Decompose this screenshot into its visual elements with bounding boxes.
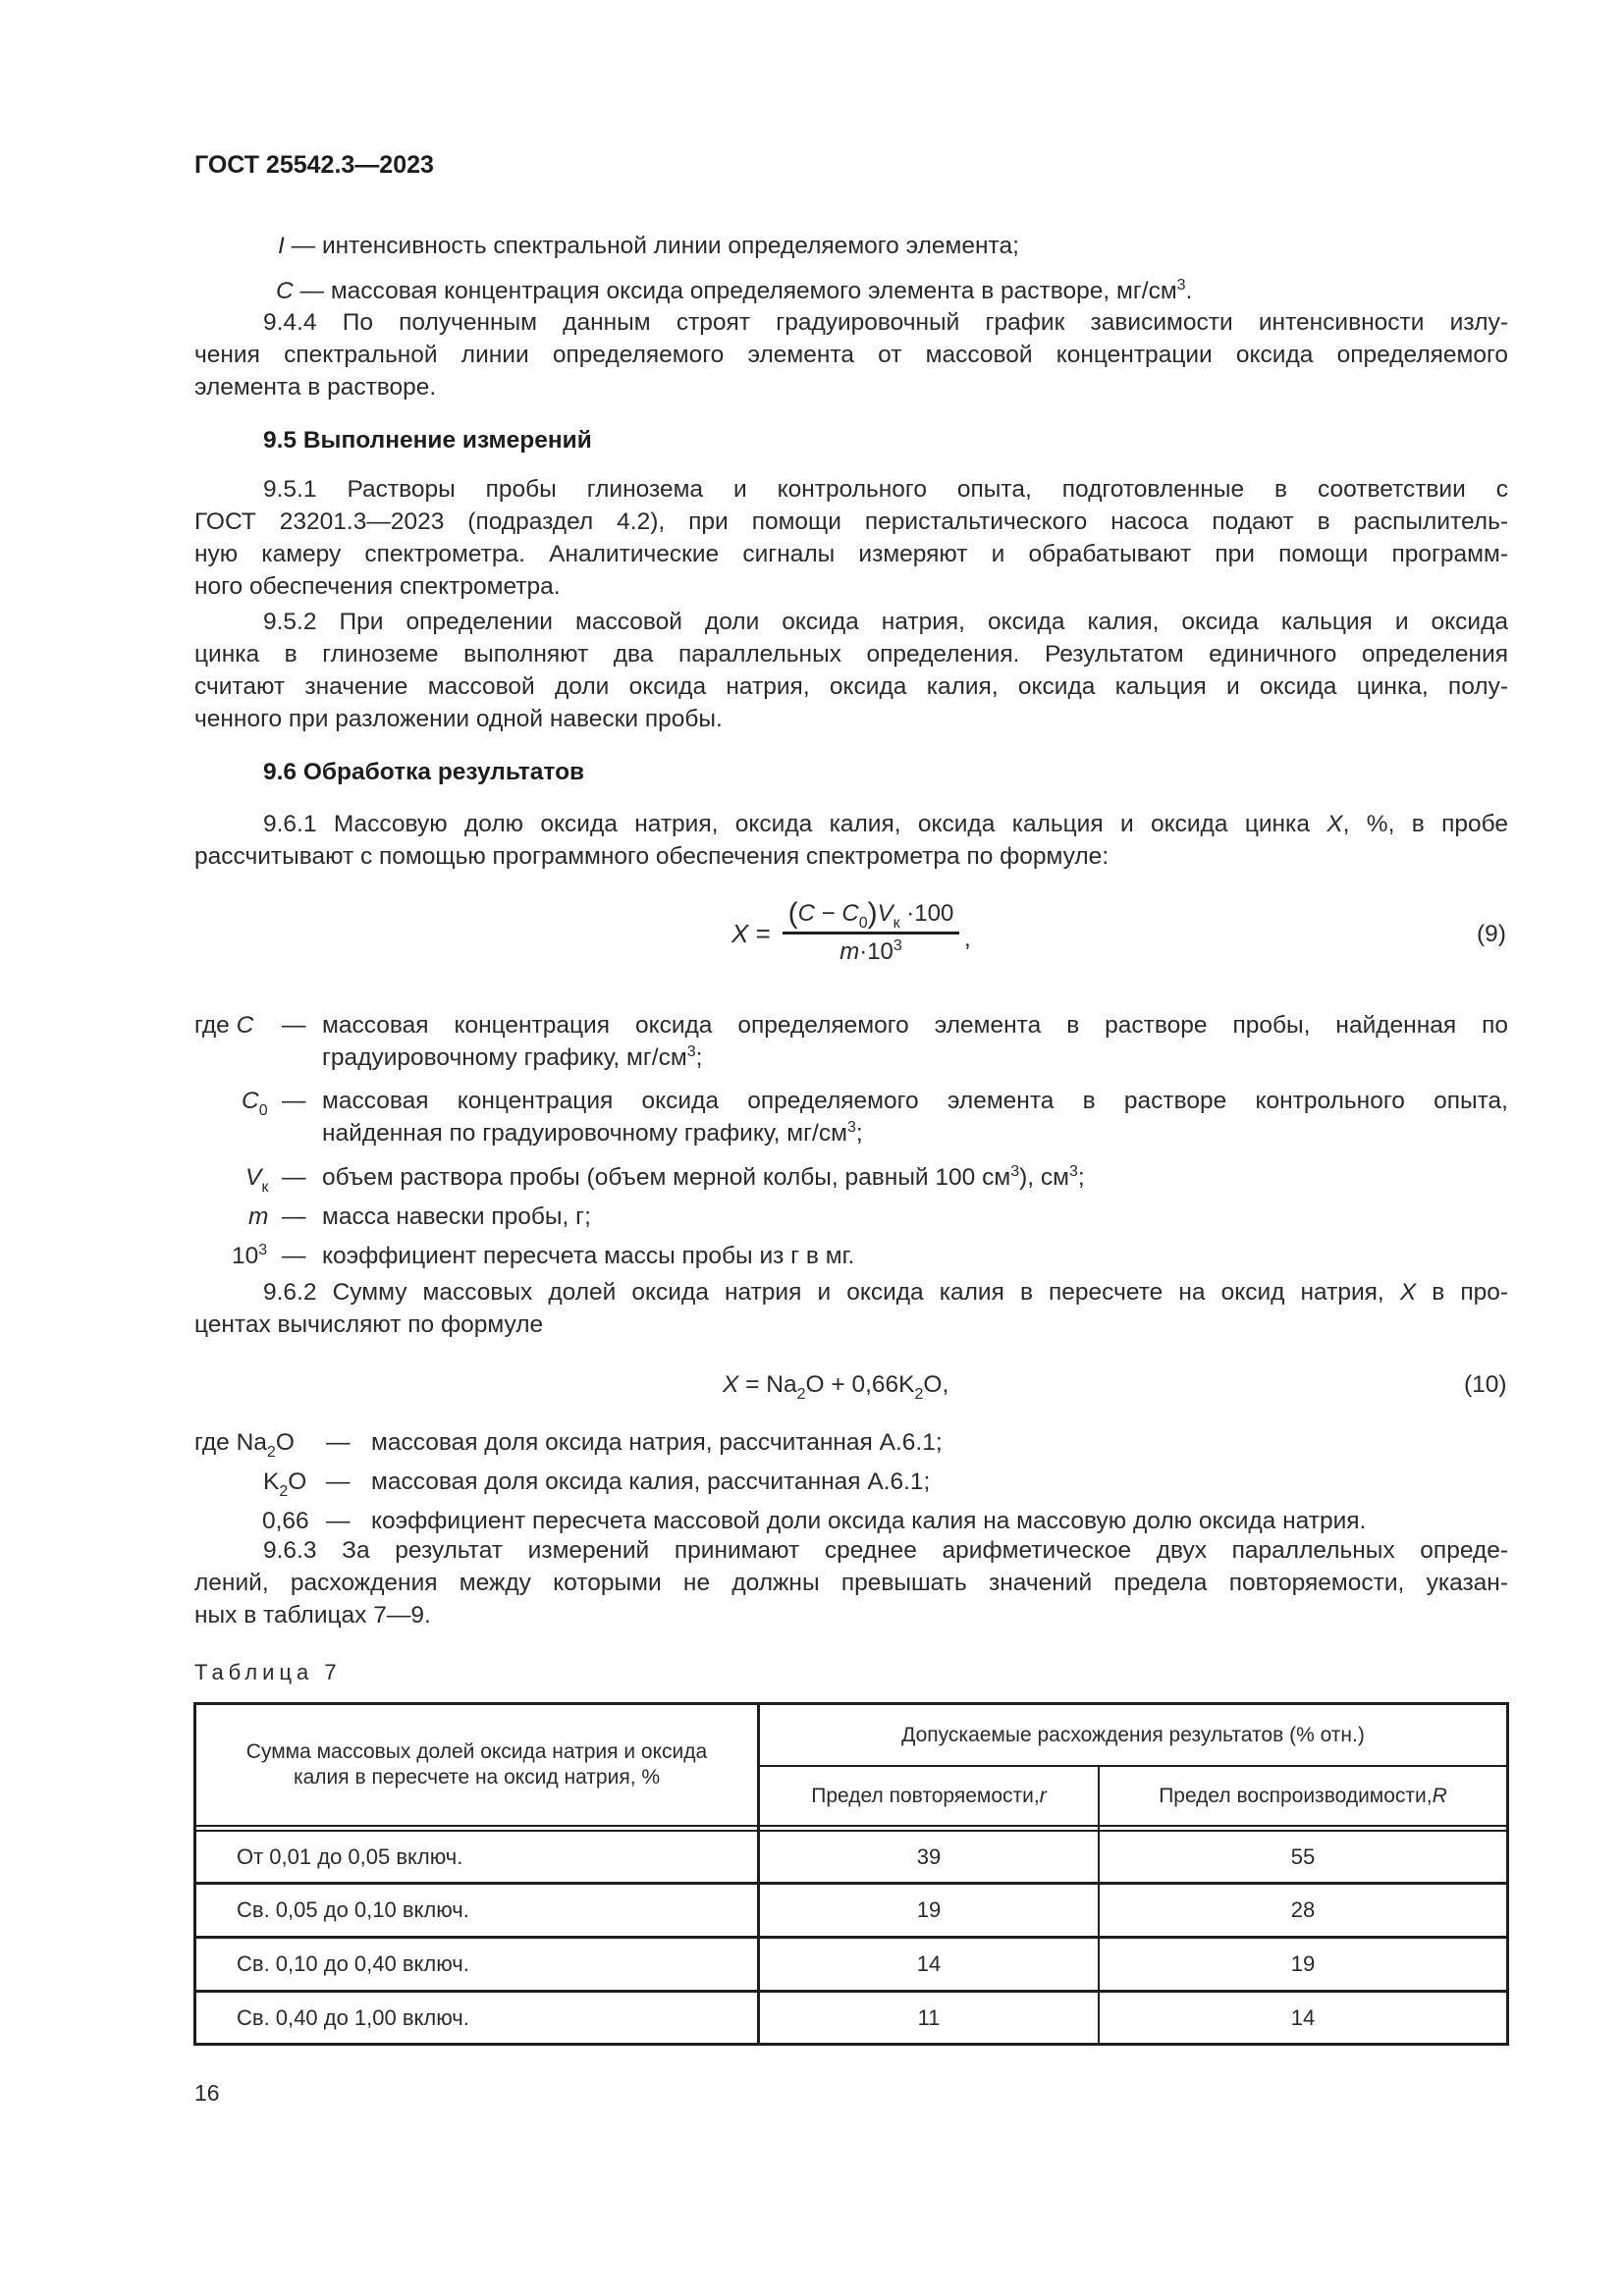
legend9-desc-C: массовая концентрация оксида определяемого элемента в растворе пробы, найденная по градуировочному графику, $мг/см^3$; [322,1012,1508,1071]
table-cell-r: 14 [916,1951,942,1976]
table-cell-range: Св. 0,05 до 0,10 включ. [237,1897,469,1922]
table-header-double-line-1 [193,1825,1509,1827]
table-cell-range: Св. 0,40 до 1,00 включ. [237,2004,469,2030]
document-header: ГОСТ 25542.3—2023 [194,151,434,179]
page-number: 16 [194,2080,220,2106]
table-cell-R: 19 [1290,1951,1316,1976]
fraction-bar [783,932,959,934]
legend9-term-Vk: $V_к$ [245,1164,269,1196]
equation-number-10: (10) [1464,1371,1507,1398]
legend9-term-m: m [248,1203,269,1230]
table-cell-R: 55 [1290,1843,1316,1869]
formula-9-numerator: $(C - C_0)V_к \cdot 100$ [787,897,954,932]
table-header-reproducibility: Предел воспроизводимости, R [1159,1784,1447,1807]
table-cell-r: 39 [916,1843,942,1869]
section-heading-9-5: 9.5 Выполнение измерений [263,427,592,454]
formula-9-fraction [783,899,959,966]
paragraph-9-4-4: 9.4.4 По полученным данным строят градуировочный график зависимости интенсивности излу- чения спектральной линии определяемого элемента от массовой концентрации оксида определяемого элемента в растворе. [194,309,1508,400]
table-header-repeatability: Предел повторяемости, r [811,1784,1047,1807]
table-cell-R: 14 [1290,2004,1316,2030]
legend9-term-C0: $C_0$ [242,1088,268,1119]
equation-number-9: (9) [1477,921,1506,947]
document-page: ГОСТ 25542.3—2023 I — интенсивность спектральной линии определяемого элемента; C — массовая концентрация оксида определяемого элемента в растворе, $мг/см^3$. 9.4.4 По полученным данным строят градуировочный график зависимости интенсивности излу- чения спектральной линии определяемого элемента от массовой концентрации оксида определяемого элемента в растворе. 9.5 Выполнение измерений 9.5.1 Растворы пробы глинозема и контрольного опыта, подготовленные в соответствии с ГОСТ 23201.3—2023 (подраздел 4.2), при помощи перистальтического насоса подают в распылитель- ную камеру спектрометра. Аналитические сигналы измеряют и обрабатывают при помощи программ- ного обеспечения спектрометра. 9.5.2 При определении массовой доли оксида натрия, оксида калия, оксида кальция и оксида цинка в глиноземе выполняют два параллельных определения. Результатом единичного определения считают значение массовой доли оксида натрия, оксида калия, оксида кальция и оксида цинка, полу- ченного при разложении одной навески пробы. 9.6 Обработка результатов 9.6.1 Массовую долю оксида натрия, оксида калия, оксида кальция и оксида цинка X, %, в пробе рассчитывают с помощью программного обеспечения спектрометра по формуле: X = $(C - C_0)V_к \cdot 100$ $m\cdot 10^3$ , (9) где C — массовая концентрация оксида определяемого элемента в растворе пробы, найденная по градуировочному графику, $мг/см^3$; $C_0$ — массовая концентрация оксида определяемого элемента в растворе контрольного опыта, найденная по градуировочному графику, $мг/см^3$; $V_к$ — объем раствора пробы (объем мерной колбы, равный 100 $см^3$), $см^3$; m — масса навески пробы, г; $10^3$ — коэффициент пересчета массы пробы из г в мг. 9.6.2 Сумму массовых долей оксида натрия и оксида калия в пересчете на оксид натрия, X в про- центах вычисляют по формуле $X = Na_2O + 0,66K_2O$, (10) где $Na_2O$ — массовая доля оксида натрия, рассчитанная А.6.1; $K_2O$ — массовая доля оксида калия, рассчитанная А.6.1; 0,66 — коэффициент пересчета массовой доли оксида калия на массовую долю оксида натрия. 9.6.3 За результат измерений принимают среднее арифметическое двух параллельных опреде- лений, расхождения между которыми не должны превышать значений предела повторяемости, указан- ных в таблицах 7—9. Таблица 7 Сумма массовых долей оксида натрия и оксида калия в пересчете на оксид натрия, % Допускаемые расхождения результатов (% отн.) Предел повторяемости, r Предел воспроизводимости, R От 0,01 до 0,05 включ. 39 55 Св. 0,05 до 0,10 включ. 19 28 Св. 0,10 до 0,40 включ. 14 19 Св. 0,40 до 1,00 включ. 11 14 16 [194,151,1509,2106]
legend9-desc-10e3: коэффициент пересчета массы пробы из г в мг. [322,1243,855,1269]
legend9-desc-m: масса навески пробы, г; [322,1203,591,1230]
paragraph-9-6-3: 9.6.3 За результат измерений принимают среднее арифметическое двух параллельных опреде- лений, расхождения между которыми не должны превышать значений предела повторяемости, указан- ных в таблицах 7—9. [194,1537,1508,1629]
table-cell-R: 28 [1290,1897,1316,1922]
table-cell-range: Св. 0,10 до 0,40 включ. [237,1951,469,1976]
table-cell-r: 11 [917,2004,941,2030]
legend-desc: массовая концентрация оксида определяемого элемента в растворе, мг/см [330,278,1177,304]
paragraph-9-5-2: 9.5.2 При определении массовой доли оксида натрия, оксида калия, оксида кальция и оксида цинка в глиноземе выполняют два параллельных определения. Результатом единичного определения считают значение массовой доли оксида натрия, оксида калия, оксида кальция и оксида цинка, полу- ченного при разложении одной навески пробы. [194,609,1508,732]
table-cell-range: От 0,01 до 0,05 включ. [237,1843,463,1869]
section-heading-9-6: 9.6 Обработка результатов [263,759,585,785]
table-border-bottom [193,2043,1509,2046]
legend9-term-C: где C [194,1012,254,1039]
legend9-term-10e3: $10^3$ [232,1242,268,1269]
legend9-desc-C0: массовая концентрация оксида определяемого элемента в растворе контрольного опыта, найденная по градуировочному графику, $мг/см^3$; [322,1088,1508,1147]
paragraph-9-6-2: 9.6.2 Сумму массовых долей оксида натрия и оксида калия в пересчете на оксид натрия, X в про- центах вычисляют по формуле [194,1279,1508,1338]
legend-item-concentration: C — массовая концентрация оксида определяемого элемента в растворе, $мг/см^3$. [276,277,1193,304]
legend-term: C [276,278,294,304]
legend10-term-K2O: $K_2O$ [263,1468,307,1500]
legend10-desc-Na2O: массовая доля оксида натрия, рассчитанная А.6.1; [371,1429,943,1456]
paragraph-9-6-1: 9.6.1 Массовую долю оксида натрия, оксида калия, оксида кальция и оксида цинка X, %, в пробе рассчитывают с помощью программного обеспечения спектрометра по формуле: [194,811,1508,870]
table-caption: Таблица 7 [194,1660,342,1684]
table-border-right [1506,1702,1509,2046]
legend10-desc-066: коэффициент пересчета массовой доли оксида калия на массовую долю оксида натрия. [371,1508,1367,1534]
table-cell-r: 19 [916,1897,942,1922]
formula-10: $X = Na_2O + 0,66K_2O$, [723,1371,949,1403]
paragraph-9-5-1: 9.5.1 Растворы пробы глинозема и контрольного опыта, подготовленные в соответствии с ГОСТ 23201.3—2023 (подраздел 4.2), при помощи перистальтического насоса подают в распылитель- ную камеру спектрометра. Аналитические сигналы измеряют и обрабатывают при помощи программ- ного обеспечения спектрометра. [194,476,1509,600]
table-header-range: Сумма массовых долей оксида натрия и оксида калия в пересчете на оксид натрия, % [245,1740,708,1789]
legend10-term-Na2O: где $Na_2O$ [194,1429,295,1461]
formula-9-lhs: X = [731,919,771,948]
table-header-group: Допускаемые расхождения результатов (% отн.) [901,1723,1365,1746]
table-7 [193,1702,1509,2046]
legend9-desc-Vk: объем раствора пробы (объем мерной колбы, равный 100 $см^3$), $см^3$; [322,1163,1085,1191]
formula-9-denominator: $m\cdot 10^3$ [839,937,902,965]
legend10-term-066: 0,66 [262,1508,309,1534]
legend-term: I [278,233,285,259]
legend-item-intensity: I — интенсивность спектральной линии определяемого элемента; [278,233,1019,259]
legend-desc: интенсивность спектральной линии определяемого элемента; [321,233,1019,259]
legend10-desc-K2O: массовая доля оксида калия, рассчитанная А.6.1; [371,1468,931,1495]
